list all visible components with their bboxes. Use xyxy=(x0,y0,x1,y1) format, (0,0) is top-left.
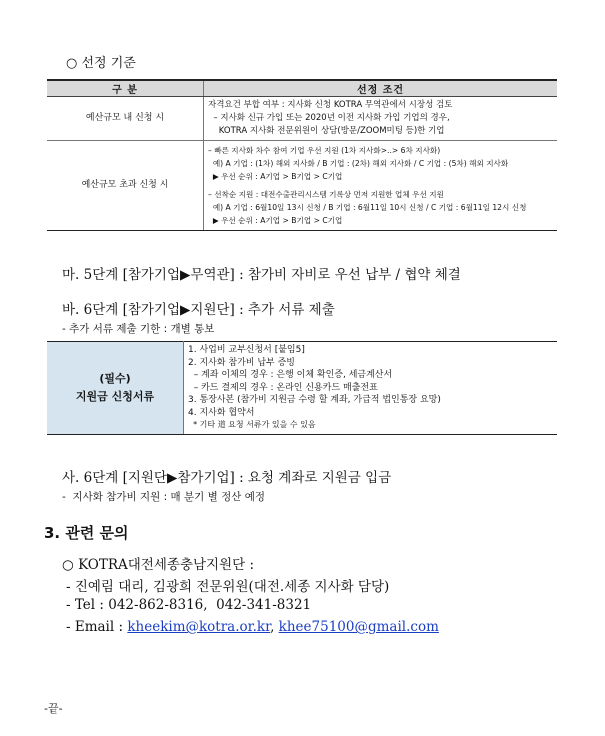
condition-line: – 지사화 신규 가입 또는 2020년 이전 지사화 가입 기업의 경우, xyxy=(208,113,450,123)
condition-line: – 선착순 지원 : 대전수출관리시스템 기록상 먼저 지원한 업체 우선 지원 xyxy=(208,190,444,199)
section-heading-criteria: ○ 선정 기준 xyxy=(66,56,136,71)
required-docs-label-line2: 지원금 신청서류 xyxy=(75,389,155,403)
table-header-conditions: 선정 조건 xyxy=(204,80,558,97)
contact-persons: - 진예림 대리, 김광희 전문위원(대전.세종 지사화 담당) xyxy=(66,579,390,595)
contact-email-line xyxy=(66,619,439,635)
condition-line: ▶ 우선 순위 : A기업 > B기업 > C기업 xyxy=(208,172,343,181)
step-sa-note: - 지사화 참가비 지원 : 매 분기 별 정산 예정 xyxy=(62,491,265,503)
condition-line: KOTRA 지사화 전문위원이 상담(방문/ZOOM미팅 등)한 기업 xyxy=(208,126,445,136)
row-conditions-within-budget xyxy=(204,97,558,141)
document-end-mark: -끝- xyxy=(44,702,63,715)
doc-line: 2. 지사화 참가비 납부 증빙 xyxy=(188,357,295,368)
table-row xyxy=(47,97,557,141)
table-header-category: 구 분 xyxy=(47,80,204,97)
email-link-gmail[interactable]: khee75100@gmail.com xyxy=(278,619,439,635)
criteria-table xyxy=(47,79,557,231)
email-label: - Email : xyxy=(66,619,124,635)
required-documents-table xyxy=(47,341,557,435)
step-ba: 바. 6단계 [참가기업▶지원단] : 추가 서류 제출 xyxy=(62,302,335,318)
doc-line: – 계좌 이체의 경우 : 은행 이체 확인증, 세금계산서 xyxy=(188,370,393,380)
required-docs-label-line1: (필수) xyxy=(99,371,131,385)
condition-line: 자격요건 부합 여부 : 지사화 신청 KOTRA 무역관에서 시장성 검토 xyxy=(208,100,453,110)
step-ma: 마. 5단계 [참가기업▶무역관] : 참가비 자비로 우선 납부 / 협약 체결 xyxy=(62,267,461,283)
doc-line: 4. 지사화 협약서 xyxy=(188,407,255,418)
doc-line: 3. 통장사본 (참가비 지원금 수령 할 계좌, 가급적 법인통장 요망) xyxy=(188,395,441,405)
row-conditions-over-budget xyxy=(204,141,558,231)
doc-line: 1. 사업비 교부신청서 [붙임5] xyxy=(188,345,305,355)
condition-line: 예) A 기업 : (1차) 해외 지사화 / B 기업 : (2차) 해외 지사화 / C 기업 : (5차) 해외 지사화 xyxy=(208,159,509,168)
contact-tel: - Tel : 042-862-8316, 042-341-8321 xyxy=(66,597,312,613)
condition-line: 예) A 기업 : 6월10일 13시 신청 / B 기업 : 6월11일 10시 신청 / C 기업 : 6월11일 12시 신청 xyxy=(208,203,527,212)
email-link-kotra[interactable]: kheekim@kotra.or.kr xyxy=(127,619,271,635)
step-sa: 사. 6단계 [지원단▶참가기업] : 요청 계좌로 지원금 입금 xyxy=(62,470,392,486)
step-ba-note: - 추가 서류 제출 기한 : 개별 통보 xyxy=(62,323,215,335)
doc-line: * 기타 道 요청 서류가 있을 수 있음 xyxy=(188,420,316,429)
contact-org: ○ KOTRA대전세종충남지원단 : xyxy=(62,557,254,573)
required-docs-list xyxy=(184,342,558,435)
row-label-over-budget: 예산규모 초과 신청 시 xyxy=(47,141,204,231)
required-docs-label xyxy=(47,342,184,435)
email-separator: , xyxy=(270,619,275,635)
section-3-title: 3. 관련 문의 xyxy=(44,524,129,542)
doc-line: – 카드 결제의 경우 : 온라인 신용카드 매출전표 xyxy=(188,382,378,393)
table-row xyxy=(47,342,557,435)
table-header-row xyxy=(47,80,557,97)
condition-line: ▶ 우선 순위 : A기업 > B기업 > C기업 xyxy=(208,216,343,225)
table-row xyxy=(47,141,557,231)
condition-line: – 빠른 지사화 차수 참여 기업 우선 지원 (1차 지사화>..> 6차 지사화) xyxy=(208,146,441,155)
row-label-within-budget: 예산규모 내 신청 시 xyxy=(47,97,204,141)
